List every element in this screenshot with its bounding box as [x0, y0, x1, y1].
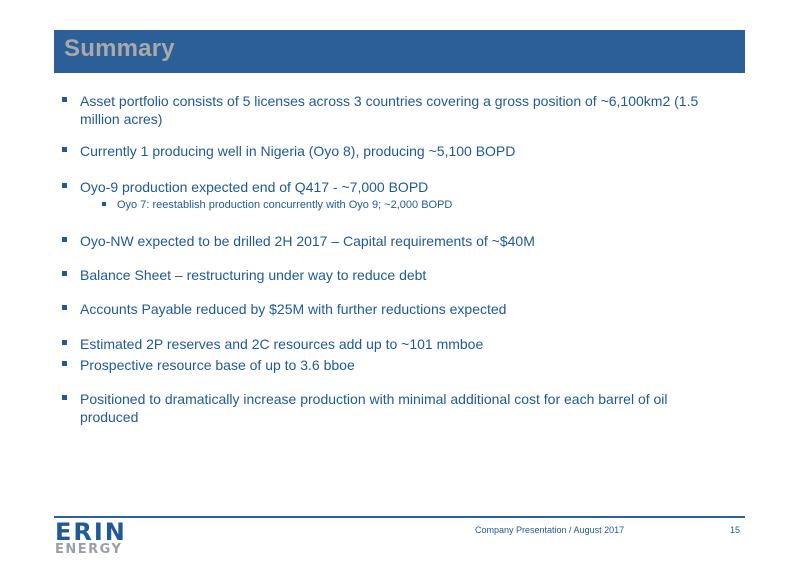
bullet-marker-icon: [62, 147, 67, 152]
bullet-item: [62, 356, 720, 374]
bullet-item: [62, 232, 720, 250]
title-bar: [54, 30, 745, 73]
bullet-item: [62, 390, 720, 426]
footer-presentation-label: Company Presentation / August 2017: [475, 525, 625, 535]
bullet-marker-icon: [62, 305, 67, 310]
bullet-item: [62, 178, 720, 196]
sub-bullet-item: [102, 198, 757, 212]
bullet-item: [62, 266, 720, 284]
bullet-text: Positioned to dramatically increase production with minimal additional cost for each barrel of oil produced: [80, 391, 668, 425]
slide-title: Summary: [64, 35, 175, 62]
bullet-marker-icon: [62, 361, 67, 366]
bullet-text: Estimated 2P reserves and 2C resources add up to ~101 mmboe: [80, 336, 484, 352]
bullet-marker-icon: [62, 183, 67, 188]
page-number: 15: [730, 525, 741, 535]
footer-divider: [54, 516, 745, 518]
bullet-text: Accounts Payable reduced by $25M with further reductions expected: [80, 301, 507, 317]
bullet-item: [62, 300, 720, 318]
bullet-text: Oyo-9 production expected end of Q417 - ~7,000 BOPD: [80, 179, 429, 195]
erin-energy-logo: [55, 518, 127, 557]
bullet-text: Balance Sheet – restructuring under way to reduce debt: [80, 267, 427, 283]
bullet-item: [62, 142, 720, 160]
bullet-marker-icon: [62, 97, 67, 102]
bullet-text: Asset portfolio consists of 5 licenses across 3 countries covering a gross position of ~6,100km2 (1.5 million acres): [80, 93, 699, 127]
bullet-item: [62, 335, 720, 353]
bullet-text: Currently 1 producing well in Nigeria (Oyo 8), producing ~5,100 BOPD: [80, 143, 516, 159]
logo-top-text: ERIN: [55, 518, 127, 546]
bullet-text: Prospective resource base of up to 3.6 bboe: [80, 357, 355, 373]
bullet-marker-icon: [62, 237, 67, 242]
bullet-text: Oyo-NW expected to be drilled 2H 2017 – Capital requirements of ~$40M: [80, 233, 535, 249]
logo-bottom-text: ENERGY: [55, 542, 123, 557]
bullet-marker-icon: [62, 271, 67, 276]
bullet-text: Oyo 7: reestablish production concurrently with Oyo 9; ~2,000 BOPD: [117, 199, 453, 211]
bullet-marker-icon: [102, 202, 106, 206]
bullet-marker-icon: [62, 340, 67, 345]
bullet-marker-icon: [62, 395, 67, 400]
bullet-item: [62, 92, 720, 128]
